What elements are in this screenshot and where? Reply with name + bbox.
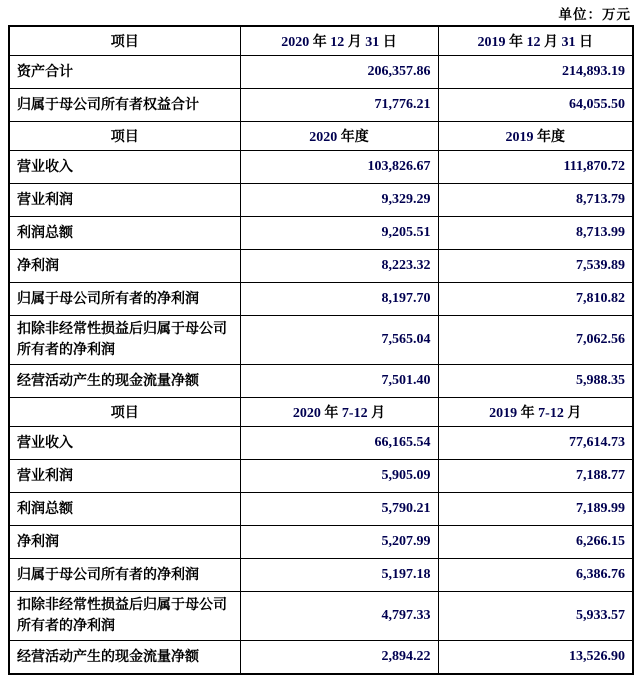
row-label: 净利润 [9,250,240,283]
section-header-half-year [9,398,633,427]
table-row-operating-profit-h2 [9,460,633,493]
value-2019: 6,266.15 [438,526,633,559]
row-label: 扣除非经常性损益后归属于母公司所有者的净利润 [9,592,240,641]
header-item: 项目 [9,122,240,151]
value-2020: 71,776.21 [240,89,438,122]
value-2020: 8,223.32 [240,250,438,283]
table-row-operating-profit [9,184,633,217]
row-label: 资产合计 [9,56,240,89]
header-h2-2019: 2019 年 7-12 月 [438,398,633,427]
value-2020: 206,357.86 [240,56,438,89]
section-header-balance [9,26,633,56]
table-row-operating-cash-flow [9,365,633,398]
value-2019: 214,893.19 [438,56,633,89]
value-2019: 7,810.82 [438,283,633,316]
row-label: 扣除非经常性损益后归属于母公司所有者的净利润 [9,316,240,365]
value-2019: 13,526.90 [438,641,633,675]
row-label: 经营活动产生的现金流量净额 [9,365,240,398]
section-header-annual [9,122,633,151]
row-label: 营业利润 [9,184,240,217]
row-label: 利润总额 [9,217,240,250]
unit-label: 单位：万元 [559,3,638,23]
table-row-total-profit-h2 [9,493,633,526]
row-label: 营业收入 [9,427,240,460]
table-row-operating-cash-flow-h2 [9,641,633,675]
value-2019: 7,539.89 [438,250,633,283]
header-date-2020: 2020 年 12 月 31 日 [240,26,438,56]
value-2019: 7,188.77 [438,460,633,493]
value-2020: 5,197.18 [240,559,438,592]
row-label: 净利润 [9,526,240,559]
value-2019: 5,933.57 [438,592,633,641]
value-2019: 7,189.99 [438,493,633,526]
header-item: 项目 [9,26,240,56]
header-item: 项目 [9,398,240,427]
table-row-parent-equity [9,89,633,122]
value-2020: 9,329.29 [240,184,438,217]
header-h2-2020: 2020 年 7-12 月 [240,398,438,427]
value-2020: 4,797.33 [240,592,438,641]
value-2020: 2,894.22 [240,641,438,675]
value-2020: 5,905.09 [240,460,438,493]
value-2019: 111,870.72 [438,151,633,184]
row-label: 营业利润 [9,460,240,493]
value-2020: 7,501.40 [240,365,438,398]
unit-row [0,0,638,25]
table-row-total-profit [9,217,633,250]
row-label: 经营活动产生的现金流量净额 [9,641,240,675]
value-2019: 5,988.35 [438,365,633,398]
table-row-total-assets [9,56,633,89]
value-2020: 5,207.99 [240,526,438,559]
value-2019: 7,062.56 [438,316,633,365]
row-label: 营业收入 [9,151,240,184]
value-2019: 8,713.99 [438,217,633,250]
value-2020: 5,790.21 [240,493,438,526]
table-row-revenue-h2 [9,427,633,460]
value-2019: 8,713.79 [438,184,633,217]
value-2019: 64,055.50 [438,89,633,122]
value-2020: 7,565.04 [240,316,438,365]
table-row-parent-net-profit [9,283,633,316]
row-label: 归属于母公司所有者权益合计 [9,89,240,122]
table-row-net-profit [9,250,633,283]
value-2020: 66,165.54 [240,427,438,460]
row-label: 归属于母公司所有者的净利润 [9,283,240,316]
table-row-parent-net-profit-h2 [9,559,633,592]
table-row-net-profit-excl-nonrecurring-h2 [9,592,633,641]
value-2019: 6,386.76 [438,559,633,592]
value-2020: 8,197.70 [240,283,438,316]
value-2020: 9,205.51 [240,217,438,250]
header-year-2020: 2020 年度 [240,122,438,151]
row-label: 归属于母公司所有者的净利润 [9,559,240,592]
table-row-net-profit-excl-nonrecurring [9,316,633,365]
table-row-revenue [9,151,633,184]
table-row-net-profit-h2 [9,526,633,559]
row-label: 利润总额 [9,493,240,526]
header-date-2019: 2019 年 12 月 31 日 [438,26,633,56]
value-2019: 77,614.73 [438,427,633,460]
header-year-2019: 2019 年度 [438,122,633,151]
value-2020: 103,826.67 [240,151,438,184]
financial-summary-table [8,25,634,675]
